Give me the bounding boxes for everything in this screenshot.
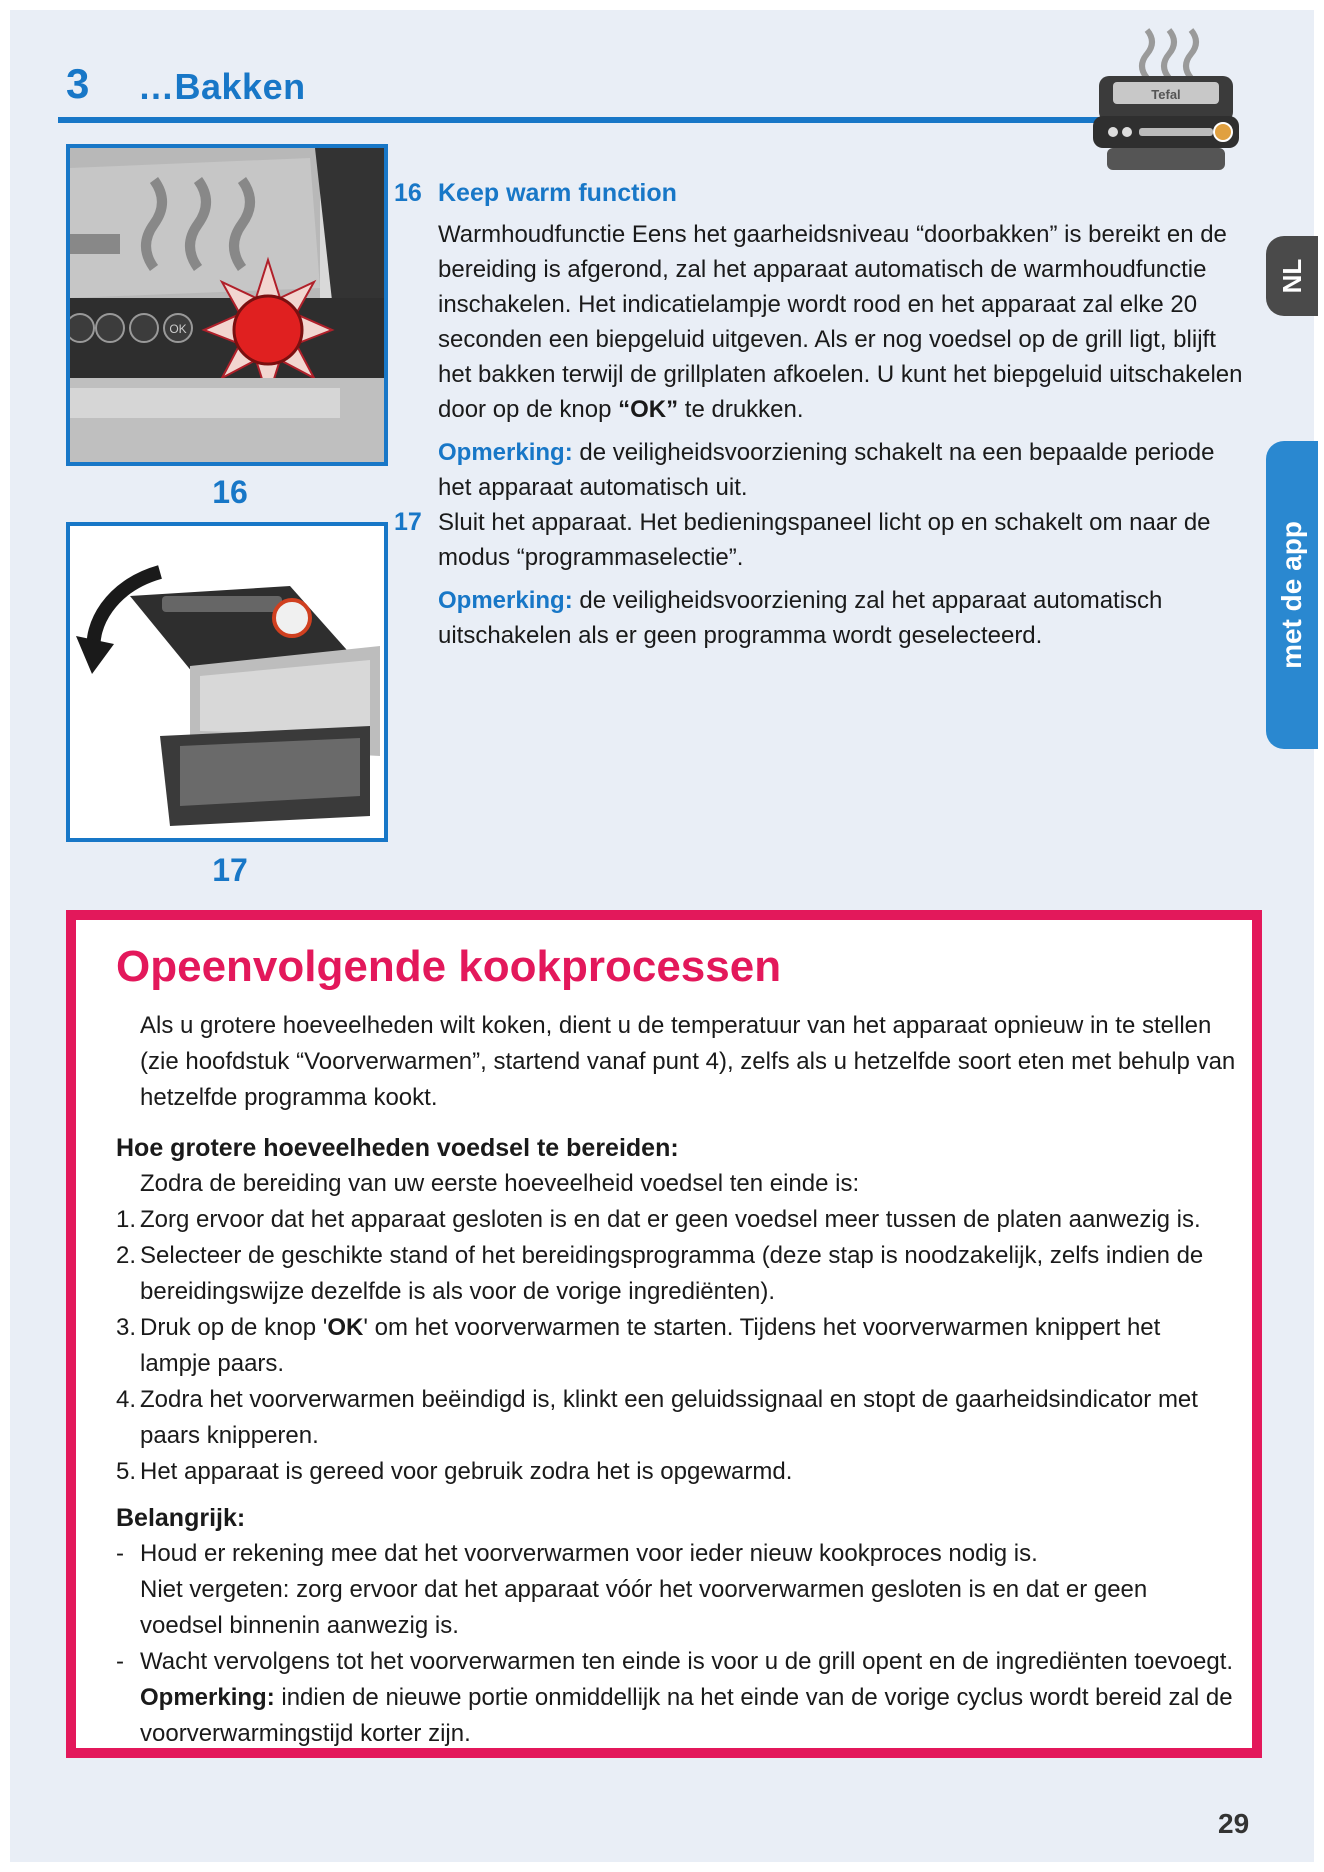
page-number: 29 xyxy=(1218,1808,1250,1839)
section-tab-label: met de app xyxy=(1276,521,1307,669)
info-box-lead: Zodra de bereiding van uw eerste hoeveelheid voedsel ten einde is: xyxy=(140,1170,860,1197)
figure-16 xyxy=(66,144,388,466)
step-16-title: Keep warm function xyxy=(438,179,677,207)
step-16-number: 16 xyxy=(394,179,422,207)
important-heading: Belangrijk: xyxy=(116,1504,246,1532)
language-tab[interactable] xyxy=(1266,236,1318,316)
list-item: 3. Druk op de knop 'OK' om het voorverwarmen te starten. Tijdens het voorverwarmen knippert het lampje paars. xyxy=(116,1314,1161,1377)
chapter-title: …Bakken xyxy=(138,66,306,107)
header-rule xyxy=(58,117,1100,123)
grill-icon xyxy=(1073,20,1259,190)
step-17 xyxy=(394,505,1246,653)
list-item: 4. Zodra het voorverwarmen beëindigd is, klinkt een geluidssignaal en stopt de gaarheidsindicator met paars knipperen. xyxy=(116,1386,1198,1449)
step-17-text: Sluit het apparaat. Het bedieningspaneel licht op en schakelt om naar de modus “programmaselectie”. xyxy=(438,509,1211,571)
list-item: 1. Zorg ervoor dat het apparaat gesloten is en dat er geen voedsel meer tussen de platen aanwezig is. xyxy=(116,1206,1201,1233)
info-box-body xyxy=(116,1008,1236,1752)
chapter-header xyxy=(58,60,1098,124)
language-tab-label: NL xyxy=(1277,258,1307,294)
info-box-title: Opeenvolgende kookprocessen xyxy=(116,942,782,991)
list-item: 2. Selecteer de geschikte stand of het bereidingsprogramma (deze stap is noodzakelijk, zelfs indien de bereidingswijze dezelfde is als voor de vorige ingrediënten). xyxy=(116,1242,1204,1305)
info-box-subheading: Hoe grotere hoeveelheden voedsel te bereiden: xyxy=(116,1134,679,1162)
figure-17-caption: 17 xyxy=(212,852,248,888)
step-17-number: 17 xyxy=(394,508,422,536)
chapter-number: 3 xyxy=(66,60,90,107)
list-item: 5. Het apparaat is gereed voor gebruik zodra het is opgewarmd. xyxy=(116,1458,793,1485)
important-item: - Houd er rekening mee dat het voorverwarmen voor ieder nieuw kookproces nodig is. Niet vergeten: zorg ervoor dat het apparaat vóór het voorverwarmen gesloten is en dat er geen voedsel binnenin aanwezig is. xyxy=(116,1540,1148,1639)
info-box-intro: Als u grotere hoeveelheden wilt koken, dient u de temperatuur van het apparaat opnieuw in te stellen (zie hoofdstuk “Voorverwarmen”, startend vanaf punt 4), zelfs als u hetzelfde soort eten met behulp van hetzelfde programma kookt. xyxy=(140,1012,1236,1111)
step-16-text: Warmhoudfunctie Eens het gaarheidsniveau “doorbakken” is bereikt en de bereiding is afgerond, zal het apparaat automatisch de warmhoudfunctie inschakelen. Het indicatielampje wordt rood en het apparaat zal elke 20 seconden een biepgeluid uitgeven. Als er nog voedsel op de grill ligt, blijft het bakken terwijl de grillplaten afkoelen. U kunt het biepgeluid uitschakelen door op de knop “OK” te drukken. xyxy=(438,221,1243,423)
info-box xyxy=(66,910,1262,1758)
important-item: - Wacht vervolgens tot het voorverwarmen ten einde is voor u de grill opent en de ingrediënten toevoegt. Opmerking: indien de nieuwe portie onmiddellijk na het einde van de vorige cyclus wordt bereid zal de voorverwarmingstijd korter zijn. xyxy=(116,1648,1234,1747)
step-17-note: Opmerking: de veiligheidsvoorziening zal het apparaat automatisch uitschakelen als er geen programma wordt geselecteerd. xyxy=(438,587,1163,649)
svg-text:OK: OK xyxy=(169,322,187,336)
figure-16-caption: 16 xyxy=(212,474,248,510)
step-16 xyxy=(394,176,1246,505)
figure-17 xyxy=(66,522,388,842)
step-16-note: Opmerking: de veiligheidsvoorziening schakelt na een bepaalde periode het apparaat automatisch uit. xyxy=(438,439,1215,501)
step-list xyxy=(394,176,1246,653)
section-tab[interactable] xyxy=(1266,441,1318,749)
svg-text:Tefal: Tefal xyxy=(1151,87,1181,102)
